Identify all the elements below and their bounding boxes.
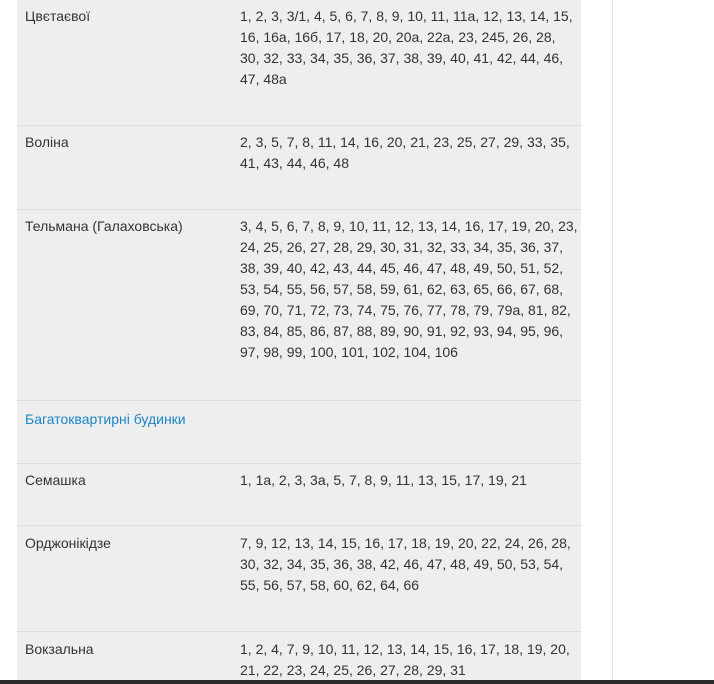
table-row <box>17 464 581 526</box>
house-numbers: 1, 1а, 2, 3, 3а, 5, 7, 8, 9, 11, 13, 15, 17, 19, 21 <box>240 472 527 488</box>
house-numbers: 1, 2, 3, 3/1, 4, 5, 6, 7, 8, 9, 10, 11, 11а, 12, 13, 14, 15, 16, 16а, 16б, 17, 18, 20, 20а, 22а, 23, 245, 26, 28, 30, 32, 33, 34, 35, 36, 37, 38, 39, 40, 41, 42, 44, 46, 47, 48а <box>240 8 573 87</box>
street-name: Цвєтаєвої <box>25 8 91 24</box>
house-numbers: 7, 9, 12, 13, 14, 15, 16, 17, 18, 19, 20, 22, 24, 26, 28, 30, 32, 34, 35, 36, 38, 42, 46, 47, 48, 49, 50, 53, 54, 55, 56, 57, 58, 60, 62, 64, 66 <box>240 535 571 593</box>
section-row <box>17 401 581 464</box>
street-name: Орджонікідзе <box>25 535 111 551</box>
street-name: Воліна <box>25 134 69 150</box>
table-row <box>17 0 581 126</box>
right-column-divider <box>612 0 613 684</box>
street-name: Семашка <box>25 472 86 488</box>
street-name: Тельмана (Галаховська) <box>25 218 183 234</box>
addresses-table <box>17 0 581 684</box>
table-row <box>17 210 581 401</box>
table-row <box>17 632 581 684</box>
section-link-apartment-buildings[interactable]: Багатоквартирні будинки <box>25 411 186 427</box>
house-numbers: 2, 3, 5, 7, 8, 11, 14, 16, 20, 21, 23, 25, 27, 29, 33, 35, 41, 43, 44, 46, 48 <box>240 134 570 171</box>
house-numbers: 3, 4, 5, 6, 7, 8, 9, 10, 11, 12, 13, 14, 16, 17, 19, 20, 23, 24, 25, 26, 27, 28, 29, 30, 31, 32, 33, 34, 35, 36, 37, 38, 39, 40, 42, 43, 44, 45, 46, 47, 48, 49, 50, 51, 52, 53, 54, 55, 56, 57, 58, 59, 61, 62, 63, 65, 66, 67, 68, 69, 70, 71, 72, 73, 74, 75, 76, 77, 78, 79, 79а, 81, 82, 83, 84, 85, 86, 87, 88, 89, 90, 91, 92, 93, 94, 95, 96, 97, 98, 99, 100, 101, 102, 104, 106 <box>240 218 578 360</box>
table-row <box>17 126 581 210</box>
bottom-edge-bar <box>0 680 714 684</box>
table-row <box>17 526 581 632</box>
street-name: Вокзальна <box>25 641 94 657</box>
house-numbers: 1, 2, 4, 7, 9, 10, 11, 12, 13, 14, 15, 16, 17, 18, 19, 20, 21, 22, 23, 24, 25, 26, 27, 28, 29, 31 <box>240 641 570 678</box>
